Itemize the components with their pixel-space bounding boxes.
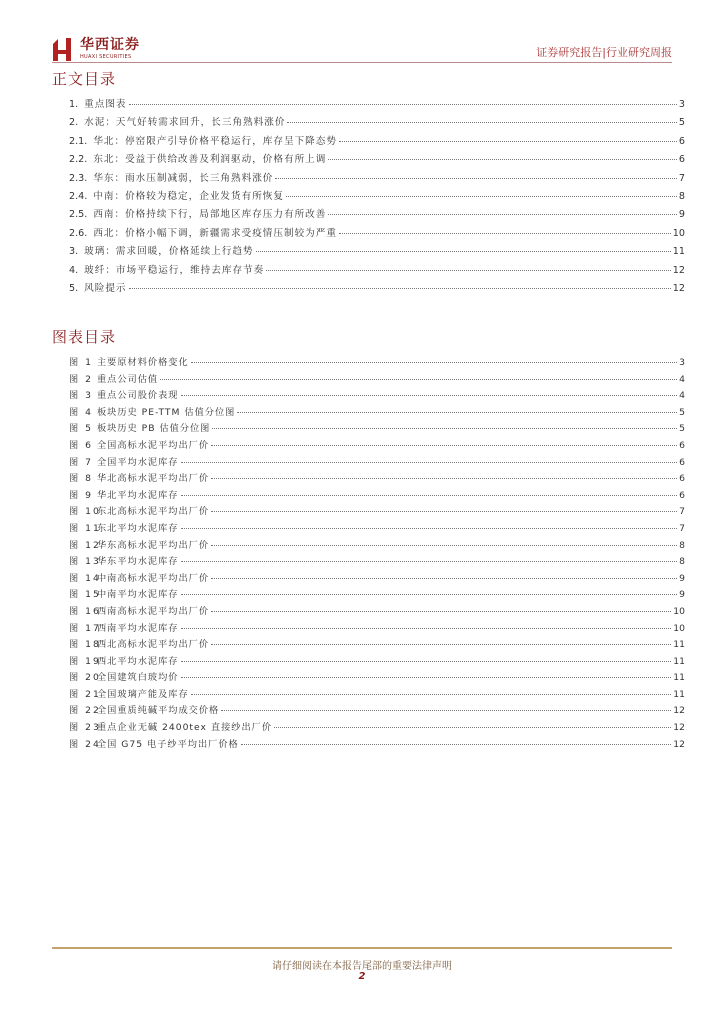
figure-entry[interactable] <box>69 553 685 570</box>
entry-title: 玻璃：需求回暖，价格延续上行趋势 <box>84 246 254 258</box>
toc-entry[interactable] <box>69 114 685 132</box>
dot-leader <box>181 677 672 678</box>
entry-page-number: 11 <box>673 655 685 667</box>
figure-entry[interactable] <box>69 686 685 703</box>
dot-leader <box>241 744 672 745</box>
dot-leader <box>237 412 677 413</box>
entry-page-number: 6 <box>678 135 685 147</box>
toc-entry[interactable] <box>69 280 685 298</box>
entry-page-number: 11 <box>673 672 685 684</box>
legal-notice: 请仔细阅读在本报告尾部的重要法律声明 <box>272 961 452 972</box>
entry-number: 2.2. <box>69 154 88 166</box>
dot-leader <box>221 710 671 711</box>
entry-title: 东北高标水泥平均出厂价 <box>97 506 210 518</box>
dot-leader <box>286 196 677 197</box>
entry-number: 图 24 <box>69 738 101 750</box>
entry-number: 5. <box>69 282 79 294</box>
entry-page-number: 5 <box>679 406 685 418</box>
entry-page-number: 11 <box>672 246 685 258</box>
entry-title: 板块历史 PB 估值分位图 <box>97 423 211 435</box>
entry-page-number: 3 <box>678 99 685 110</box>
entry-number: 图 15 <box>69 589 101 601</box>
entry-number: 图 20 <box>69 672 101 684</box>
toc-entry[interactable] <box>69 206 685 224</box>
logo-chinese-name: 华西证券 <box>80 37 140 53</box>
entry-title: 全国重质纯碱平均成交价格 <box>97 705 220 717</box>
entry-number: 图 4 <box>69 406 93 418</box>
entry-page-number: 10 <box>673 622 685 634</box>
entry-title: 华东高标水泥平均出厂价 <box>97 539 210 551</box>
huaxi-logo-icon <box>52 36 74 62</box>
entry-number: 3. <box>69 246 79 258</box>
toc-entry[interactable] <box>69 243 685 261</box>
entry-title: 水泥：天气好转需求回升，长三角熟料涨价 <box>84 117 286 129</box>
entry-number: 2.6. <box>69 227 88 239</box>
figure-entry[interactable] <box>69 454 685 471</box>
entry-title: 西南高标水泥平均出厂价 <box>97 605 210 617</box>
dot-leader <box>339 141 677 142</box>
entry-page-number: 9 <box>679 589 685 601</box>
dot-leader <box>287 122 676 123</box>
figure-entry[interactable] <box>69 702 685 719</box>
dot-leader <box>191 694 672 695</box>
dot-leader <box>328 159 677 160</box>
figure-entry[interactable] <box>69 371 685 388</box>
figure-entry[interactable] <box>69 503 685 520</box>
entry-page-number: 8 <box>679 539 685 551</box>
entry-number: 1. <box>69 99 79 110</box>
dot-leader <box>211 545 677 546</box>
entry-number: 图 11 <box>69 522 101 534</box>
toc-entry[interactable] <box>69 188 685 206</box>
entry-number: 2. <box>69 117 79 129</box>
figure-entry[interactable] <box>69 404 685 421</box>
entry-title: 西南：价格持续下行，局部地区库存压力有所改善 <box>93 209 327 221</box>
figure-entry[interactable] <box>69 437 685 454</box>
toc-entry[interactable] <box>69 133 685 151</box>
entry-page-number: 12 <box>672 264 685 276</box>
figure-entry[interactable] <box>69 636 685 653</box>
entry-number: 图 18 <box>69 639 101 651</box>
entry-title: 华北高标水泥平均出厂价 <box>97 473 210 485</box>
entry-page-number: 12 <box>673 705 685 717</box>
entry-title: 西南平均水泥库存 <box>97 622 179 634</box>
dot-leader <box>339 233 671 234</box>
entry-page-number: 8 <box>679 556 685 568</box>
figures-title: 图表目录 <box>52 328 117 346</box>
entry-title: 全国 G75 电子纱平均出厂价格 <box>97 738 239 750</box>
figure-entry[interactable] <box>69 570 685 587</box>
dot-leader <box>256 251 671 252</box>
entry-number: 图 9 <box>69 489 93 501</box>
entry-page-number: 8 <box>678 190 685 202</box>
toc-entry[interactable] <box>69 262 685 280</box>
toc-list <box>69 96 685 298</box>
entry-page-number: 3 <box>679 357 685 368</box>
entry-page-number: 12 <box>673 722 685 734</box>
figure-entry[interactable] <box>69 669 685 686</box>
header-divider <box>52 62 672 63</box>
dot-leader <box>181 495 678 496</box>
entry-title: 风险提示 <box>84 282 127 294</box>
dot-leader <box>266 270 671 271</box>
entry-number: 图 1 <box>69 357 93 368</box>
dot-leader <box>181 561 678 562</box>
entry-number: 图 12 <box>69 539 101 551</box>
entry-page-number: 7 <box>679 506 685 518</box>
entry-number: 图 17 <box>69 622 101 634</box>
entry-page-number: 9 <box>678 209 685 221</box>
entry-title: 重点图表 <box>84 99 127 110</box>
entry-title: 重点公司股价表现 <box>97 390 179 402</box>
dot-leader <box>211 445 677 446</box>
entry-title: 重点企业无碱 2400tex 直接纱出厂价 <box>97 722 273 734</box>
entry-page-number: 4 <box>679 373 685 385</box>
entry-title: 华东：雨水压制减弱，长三角熟料涨价 <box>93 172 274 184</box>
entry-title: 全国建筑白玻均价 <box>97 672 179 684</box>
figure-entry[interactable] <box>69 719 685 736</box>
entry-number: 图 22 <box>69 705 101 717</box>
entry-number: 图 7 <box>69 456 93 468</box>
dot-leader <box>211 478 677 479</box>
dot-leader <box>211 644 671 645</box>
toc-entry[interactable] <box>69 151 685 169</box>
dot-leader <box>181 594 678 595</box>
company-logo <box>52 36 162 62</box>
figure-entry[interactable] <box>69 586 685 603</box>
dot-leader <box>274 727 671 728</box>
entry-number: 图 10 <box>69 506 101 518</box>
figures-list <box>69 354 685 752</box>
page-header <box>0 0 724 70</box>
entry-page-number: 6 <box>679 439 685 451</box>
figure-entry[interactable] <box>69 487 685 504</box>
entry-number: 图 21 <box>69 688 101 700</box>
entry-page-number: 9 <box>679 572 685 584</box>
entry-number: 图 2 <box>69 373 93 385</box>
figure-entry[interactable] <box>69 470 685 487</box>
entry-number: 图 5 <box>69 423 93 435</box>
report-type-label: 证券研究报告|行业研究周报 <box>536 46 672 59</box>
entry-page-number: 7 <box>679 522 685 534</box>
entry-page-number: 4 <box>679 390 685 402</box>
entry-page-number: 6 <box>678 154 685 166</box>
dot-leader <box>160 379 677 380</box>
entry-title: 全国高标水泥平均出厂价 <box>97 439 210 451</box>
dot-leader <box>211 578 677 579</box>
dot-leader <box>129 104 677 105</box>
dot-leader <box>181 462 678 463</box>
figure-entry[interactable] <box>69 420 685 437</box>
entry-page-number: 12 <box>673 738 685 750</box>
entry-title: 中南平均水泥库存 <box>97 589 179 601</box>
entry-number: 4. <box>69 264 79 276</box>
figure-entry[interactable] <box>69 653 685 670</box>
entry-number: 图 14 <box>69 572 101 584</box>
entry-title: 东北：受益于供给改善及利润驱动，价格有所上调 <box>93 154 327 166</box>
entry-title: 板块历史 PE-TTM 估值分位图 <box>97 406 236 418</box>
dot-leader <box>129 288 671 289</box>
entry-title: 东北平均水泥库存 <box>97 522 179 534</box>
entry-title: 全国玻璃产能及库存 <box>97 688 189 700</box>
figure-entry[interactable] <box>69 537 685 554</box>
entry-page-number: 6 <box>679 489 685 501</box>
entry-number: 图 13 <box>69 556 101 568</box>
entry-title: 西北高标水泥平均出厂价 <box>97 639 210 651</box>
toc-entry[interactable] <box>69 225 685 243</box>
dot-leader <box>181 528 678 529</box>
entry-title: 玻纤：市场平稳运行，维持去库存节奏 <box>84 264 265 276</box>
entry-number: 2.3. <box>69 172 88 184</box>
entry-page-number: 6 <box>679 473 685 485</box>
entry-number: 图 3 <box>69 390 93 402</box>
entry-page-number: 10 <box>673 605 685 617</box>
footer-divider <box>52 947 672 949</box>
dot-leader <box>181 628 672 629</box>
figure-entry[interactable] <box>69 603 685 620</box>
dot-leader <box>181 661 672 662</box>
entry-title: 主要原材料价格变化 <box>97 357 189 368</box>
entry-number: 图 16 <box>69 605 101 617</box>
figure-entry[interactable] <box>69 354 685 371</box>
entry-page-number: 5 <box>679 423 685 435</box>
dot-leader <box>191 362 677 363</box>
entry-page-number: 11 <box>673 639 685 651</box>
entry-title: 中南：价格较为稳定，企业发货有所恢复 <box>93 190 284 202</box>
figure-entry[interactable] <box>69 620 685 637</box>
entry-title: 全国平均水泥库存 <box>97 456 179 468</box>
entry-page-number: 5 <box>678 117 685 129</box>
entry-title: 重点公司估值 <box>97 373 159 385</box>
entry-title: 华北：停窑限产引导价格平稳运行，库存呈下降态势 <box>93 135 337 147</box>
toc-entry[interactable] <box>69 170 685 188</box>
dot-leader <box>328 214 677 215</box>
entry-number: 2.1. <box>69 135 88 147</box>
entry-number: 图 23 <box>69 722 101 734</box>
entry-number: 图 6 <box>69 439 93 451</box>
dot-leader <box>211 511 677 512</box>
dot-leader <box>211 611 671 612</box>
entry-page-number: 10 <box>672 227 685 239</box>
entry-page-number: 7 <box>678 172 685 184</box>
entry-title: 华东平均水泥库存 <box>97 556 179 568</box>
page-number: 2 <box>358 971 366 982</box>
entry-number: 2.5. <box>69 209 88 221</box>
figure-entry[interactable] <box>69 387 685 404</box>
entry-number: 图 8 <box>69 473 93 485</box>
figure-entry[interactable] <box>69 736 685 753</box>
entry-title: 中南高标水泥平均出厂价 <box>97 572 210 584</box>
entry-page-number: 11 <box>673 688 685 700</box>
figure-entry[interactable] <box>69 520 685 537</box>
entry-number: 2.4. <box>69 190 88 202</box>
entry-page-number: 6 <box>679 456 685 468</box>
toc-entry[interactable] <box>69 96 685 114</box>
entry-page-number: 12 <box>672 282 685 294</box>
dot-leader <box>181 395 678 396</box>
entry-title: 西北平均水泥库存 <box>97 655 179 667</box>
entry-title: 华北平均水泥库存 <box>97 489 179 501</box>
entry-number: 图 19 <box>69 655 101 667</box>
logo-english-name: HUAXI SECURITIES <box>80 54 132 60</box>
entry-title: 西北：价格小幅下调，新疆需求受疫情压制较为严重 <box>93 227 337 239</box>
dot-leader <box>275 178 676 179</box>
toc-title: 正文目录 <box>52 70 117 88</box>
dot-leader <box>212 428 677 429</box>
